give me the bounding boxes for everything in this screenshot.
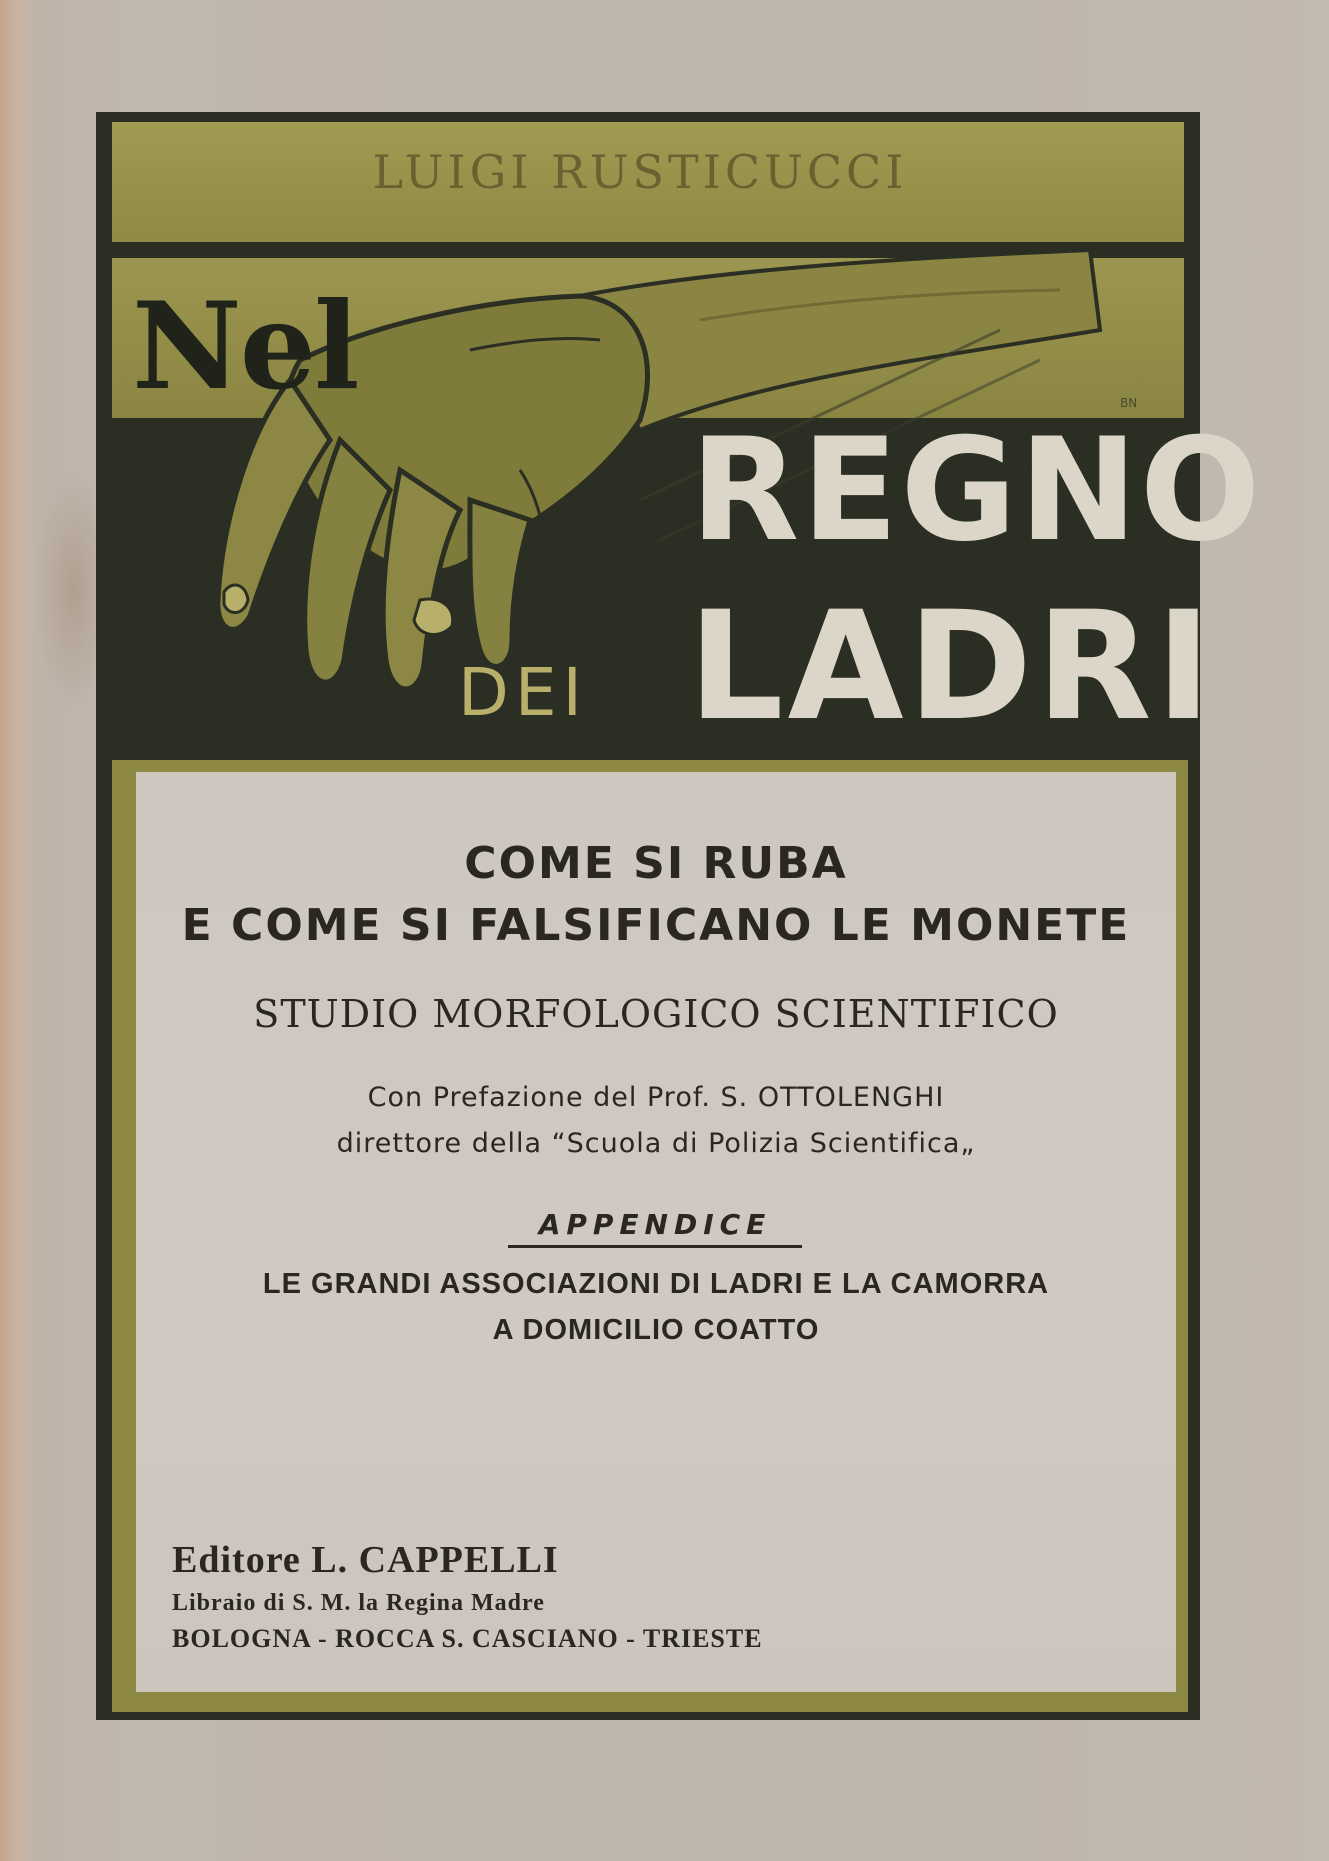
title-regno: REGNO: [690, 408, 1263, 573]
title-dei: DEI: [458, 654, 588, 731]
study-subtitle: STUDIO MORFOLOGICO SCIENTIFICO: [253, 992, 1059, 1036]
appendix-heading: APPENDICE: [508, 1208, 802, 1248]
publisher-subline: Libraio di S. M. la Regina Madre: [172, 1590, 545, 1616]
title-nel: Nel: [132, 276, 358, 417]
appendix-line-1: LE GRANDI ASSOCIAZIONI DI LADRI E LA CAMORRA: [262, 1268, 1050, 1300]
subtitle-line-2: E COME SI FALSIFICANO LE MONETE: [181, 900, 1131, 951]
appendix-line-2: A DOMICILIO COATTO: [492, 1314, 820, 1346]
publisher-cities: BOLOGNA - ROCCA S. CASCIANO - TRIESTE: [172, 1624, 763, 1653]
title-ladri: LADRI: [688, 580, 1216, 754]
preface-line-1: Con Prefazione del Prof. S. OTTOLENGHI: [367, 1082, 945, 1113]
author-name: LUIGI RUSTICUCCI: [372, 145, 908, 199]
preface-line-2: direttore della “Scuola di Polizia Scientifica„: [336, 1128, 976, 1159]
publisher-name: Editore L. CAPPELLI: [172, 1539, 559, 1581]
subtitle-line-1: COME SI RUBA: [464, 838, 848, 889]
illustrator-signature: BN: [1120, 396, 1138, 410]
